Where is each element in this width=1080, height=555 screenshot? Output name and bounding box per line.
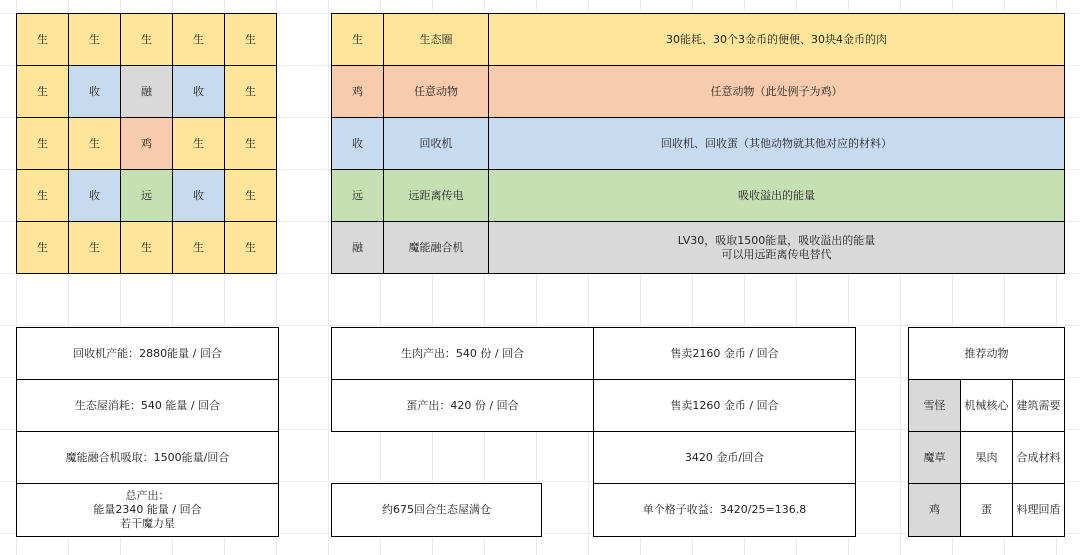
legend-desc: 任意动物（此处例子为鸡） bbox=[488, 65, 1065, 118]
grid-cell: 生 bbox=[68, 221, 121, 274]
legend-name: 任意动物 bbox=[383, 65, 489, 118]
recommend-animal: 魔草 bbox=[908, 431, 961, 484]
recommend-use: 料理回盾 bbox=[1012, 483, 1065, 537]
recommend-use: 合成材料 bbox=[1012, 431, 1065, 484]
total-gold-cell: 3420 金币/回合 bbox=[593, 431, 856, 484]
per-cell-income-cell: 单个格子收益：3420/25=136.8 bbox=[593, 483, 856, 537]
grid-cell: 生 bbox=[172, 117, 225, 170]
total-output-cell: 总产出： 能量2340 能量 / 回合 若干魔力星 bbox=[16, 483, 279, 537]
grid-cell: 生 bbox=[224, 65, 277, 118]
grid-cell: 生 bbox=[120, 13, 173, 66]
grid-cell: 生 bbox=[120, 221, 173, 274]
grid-cell: 生 bbox=[16, 65, 69, 118]
grid-cell: 鸡 bbox=[120, 117, 173, 170]
legend-symbol: 收 bbox=[331, 117, 384, 170]
legend-name: 魔能融合机 bbox=[383, 221, 489, 274]
legend-symbol: 生 bbox=[331, 13, 384, 66]
legend-desc: 30能耗、30个3金币的便便、30块4金币的肉 bbox=[488, 13, 1065, 66]
egg-output-cell: 蛋产出：420 份 / 回合 bbox=[331, 379, 594, 432]
recommend-item: 机械核心 bbox=[960, 379, 1013, 432]
fusion-absorb-cell: 魔能融合机吸取：1500能量/回合 bbox=[16, 431, 279, 484]
grid-cell: 远 bbox=[120, 169, 173, 222]
meat-output-cell: 生肉产出：540 份 / 回合 bbox=[331, 327, 594, 380]
grid-cell: 收 bbox=[68, 65, 121, 118]
recommend-animal: 雪怪 bbox=[908, 379, 961, 432]
eco-consumption-cell: 生态屋消耗：540 能量 / 回合 bbox=[16, 379, 279, 432]
legend-symbol: 鸡 bbox=[331, 65, 384, 118]
recommend-use: 建筑需要 bbox=[1012, 379, 1065, 432]
full-time-cell: 约675回合生态屋满仓 bbox=[331, 483, 542, 537]
grid-cell: 生 bbox=[224, 117, 277, 170]
grid-cell: 生 bbox=[68, 117, 121, 170]
grid-cell: 生 bbox=[16, 13, 69, 66]
grid-cell: 生 bbox=[68, 13, 121, 66]
legend-name: 回收机 bbox=[383, 117, 489, 170]
egg-sale-cell: 售卖1260 金币 / 回合 bbox=[593, 379, 856, 432]
grid-cell: 生 bbox=[16, 117, 69, 170]
grid-cell: 收 bbox=[172, 65, 225, 118]
grid-cell: 收 bbox=[68, 169, 121, 222]
legend-desc: 吸收溢出的能量 bbox=[488, 169, 1065, 222]
legend-desc: LV30，吸取1500能量，吸收溢出的能量 可以用远距离传电替代 bbox=[488, 221, 1065, 274]
legend-symbol: 融 bbox=[331, 221, 384, 274]
meat-sale-cell: 售卖2160 金币 / 回合 bbox=[593, 327, 856, 380]
grid-cell: 生 bbox=[224, 169, 277, 222]
legend-name: 远距离传电 bbox=[383, 169, 489, 222]
grid-cell: 生 bbox=[224, 13, 277, 66]
recommend-item: 果肉 bbox=[960, 431, 1013, 484]
legend-name: 生态圈 bbox=[383, 13, 489, 66]
recommend-title: 推荐动物 bbox=[908, 327, 1065, 380]
legend-symbol: 远 bbox=[331, 169, 384, 222]
recycler-output-cell: 回收机产能：2880能量 / 回合 bbox=[16, 327, 279, 380]
recommend-item: 蛋 bbox=[960, 483, 1013, 537]
legend-desc: 回收机、回收蛋（其他动物就其他对应的材料） bbox=[488, 117, 1065, 170]
grid-cell: 生 bbox=[16, 221, 69, 274]
grid-cell: 生 bbox=[172, 221, 225, 274]
recommend-animal: 鸡 bbox=[908, 483, 961, 537]
grid-cell: 融 bbox=[120, 65, 173, 118]
grid-cell: 生 bbox=[172, 13, 225, 66]
grid-cell: 生 bbox=[16, 169, 69, 222]
grid-cell: 收 bbox=[172, 169, 225, 222]
grid-cell: 生 bbox=[224, 221, 277, 274]
